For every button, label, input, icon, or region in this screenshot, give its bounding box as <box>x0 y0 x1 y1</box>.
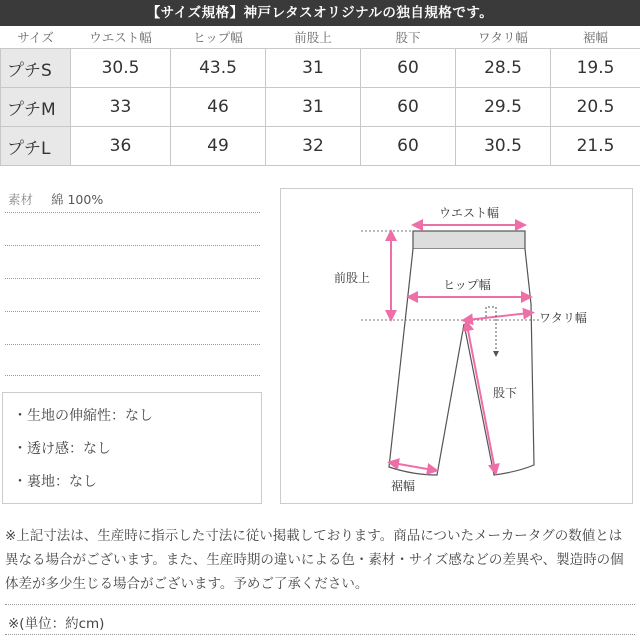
header-inseam: 股下 <box>361 26 456 49</box>
material-label: 素材 <box>8 192 34 207</box>
header-size: サイズ <box>1 26 71 49</box>
dotted-divider <box>5 634 635 635</box>
waistband-shape <box>413 231 525 249</box>
table-cell: 60 <box>361 88 456 127</box>
header-thigh: ワタリ幅 <box>456 26 551 49</box>
table-cell: 32 <box>266 127 361 166</box>
material-info <box>8 190 103 208</box>
table-cell: 33 <box>71 88 171 127</box>
table-cell: 43.5 <box>171 49 266 88</box>
table-row <box>1 49 640 88</box>
dotted-divider <box>5 344 260 345</box>
header-waist: ウエスト幅 <box>71 26 171 49</box>
table-header-row <box>1 26 640 49</box>
table-cell: 31 <box>266 49 361 88</box>
table-cell: 21.5 <box>551 127 640 166</box>
table-cell: 49 <box>171 127 266 166</box>
unit-note: ※(単位：約cm) <box>8 616 105 632</box>
label-waist: ウエスト幅 <box>438 206 500 220</box>
table-cell: 28.5 <box>456 49 551 88</box>
table-cell: 60 <box>361 49 456 88</box>
property-lining: ・裏地：なし <box>13 474 97 490</box>
table-cell: 60 <box>361 127 456 166</box>
row-label: プチL <box>1 127 71 166</box>
dotted-divider <box>5 311 260 312</box>
label-hem: 裾幅 <box>391 479 416 493</box>
table-cell: 30.5 <box>71 49 171 88</box>
page-title: 【サイズ規格】神戸レタスオリジナルの独自規格です。 <box>0 0 640 26</box>
label-front-rise: 前股上 <box>334 271 371 285</box>
header-hip: ヒップ幅 <box>171 26 266 49</box>
row-label: プチM <box>1 88 71 127</box>
table-cell: 46 <box>171 88 266 127</box>
property-stretch: ・生地の伸縮性：なし <box>13 408 153 424</box>
row-label: プチS <box>1 49 71 88</box>
dotted-divider <box>5 278 260 279</box>
header-hem: 裾幅 <box>551 26 640 49</box>
table-cell: 31 <box>266 88 361 127</box>
table-cell: 19.5 <box>551 49 640 88</box>
table-cell: 36 <box>71 127 171 166</box>
dotted-divider <box>5 245 260 246</box>
table-row <box>1 127 640 166</box>
size-table <box>0 26 640 166</box>
table-row <box>1 88 640 127</box>
header-front-rise: 前股上 <box>266 26 361 49</box>
property-sheerness: ・透け感：なし <box>13 441 111 457</box>
label-inseam: 股下 <box>493 386 518 400</box>
disclaimer-note: ※上記寸法は、生産時に指示した寸法に従い掲載しております。商品についたメーカータグの数値とは異なる場合がございます。また、生産時期の違いによる色・素材・サイズ感などの差異や、製造時の個体差が多少生じる場合がございます。予めご了承ください。 <box>5 528 624 592</box>
table-cell: 29.5 <box>456 88 551 127</box>
dotted-divider <box>5 375 260 376</box>
dotted-divider <box>5 212 260 213</box>
dotted-divider <box>5 604 635 605</box>
table-cell: 30.5 <box>456 127 551 166</box>
material-value: 綿 100% <box>51 192 104 207</box>
label-thigh: ワタリ幅 <box>539 311 587 325</box>
pants-illustration <box>281 189 632 503</box>
table-cell: 20.5 <box>551 88 640 127</box>
fabric-properties-box <box>2 392 262 504</box>
measurement-diagram <box>280 188 633 504</box>
label-hip: ヒップ幅 <box>443 278 491 292</box>
